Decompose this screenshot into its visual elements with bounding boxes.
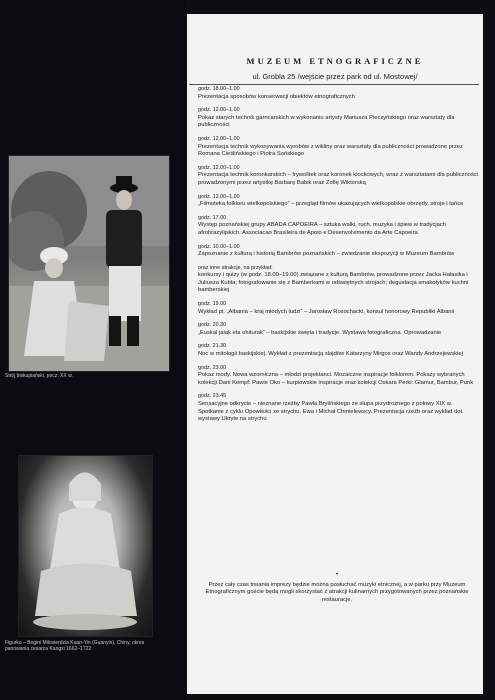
event-list [198,86,478,430]
program-sheet [187,14,483,694]
event-item [198,393,478,423]
closing-note [203,572,471,604]
event-time: godz. 23.45 [198,393,227,400]
event-description: Prezentacja technik wykonywania wyrobów z wikliny oraz warsztaty dla publiczności prowadzone przez Romana Cieślińskiego i Piotra Sońskiego [198,143,463,158]
folk-costume-illustration [9,156,169,371]
event-time: godz. 21.30 [198,343,227,350]
event-item [198,365,478,388]
event-time: godz. 19.00 [198,301,227,308]
event-description: „Filmoteka folkloru wielkopolskiego” – przegląd filmów ukazujących wielkopolskie obrzędy, stroje i tańce [198,201,464,208]
event-description: Zapoznanie z kulturą i historią Bambrów poznańskich – zwiedzanie ekspozycji w Muzeum Bambrów [198,251,455,258]
event-description: Prezentacja technik koronkarskich – frywolitek oraz koronek klockowych, wraz z warsztatami dla publiczności prowadzonymi przez artystkę Barbarę Babik oraz Zofię Wiktorską [198,172,478,186]
event-description: Pokaz starych technik garncarskich w wykonaniu artysty Mariusza Pieczyńskiego oraz warsztaty dla publiczności [198,114,455,129]
event-item [198,265,478,295]
photo1-caption: Strój biskupiański, pocz. XX w. [5,373,73,379]
divider [189,84,479,85]
event-description: Występ poznańskiej grupy ABADA CAPOEIRA – sztuka walki, ruch, muzyka i śpiew w tradycjach afrobrazylijskich. Associacao Brasileira de Apoio e Desenvolvimento da Arte Capoeira [198,222,447,236]
event-description: konkursy i quizy (w godz. 18.00–19.00) związane z kulturą Bambrów, prowadzone przez Jacka Hałasika i Juliusza Kubla; fotografowanie się z Bamberkami w odświętnych strojach; degustacja smakołyków kuchni bamberskiej [198,272,469,294]
event-time: godz. 12.00–1.00 [198,164,240,171]
event-item [198,343,478,358]
event-item [198,322,478,337]
event-time: godz. 12.00–1.00 [198,135,240,142]
bullet-marker: • [335,572,339,578]
photo2-caption: Figurka – Bogini Miłosierdzia Kuan-Yin (Guanyin), Chiny, okres panowania cesarza Kangxi 1662–1722 [5,640,145,652]
event-time: godz. 18.00–1.00 [198,86,240,92]
event-time: godz. 12.00–1.00 [198,107,240,114]
closing-text: Przez cały czas trwania imprezy będzie można posłuchać muzyki etnicznej, a w parku przy Muzeum Etnograficznym goście będą mogli skorzystać z atrakcji kulinarnych przygotowanych przez poznańskie restauracje. [205,581,469,603]
museum-title: MUZEUM ETNOGRAFICZNE [246,56,424,66]
event-description: Pokaz mody. Nowa wzorniczna – młodzi projektanci. Mozaiczne inspiracje folklorem. Pokazy wybranych kolekcji Darii Kempf: Pawie Oko – kurpiowskie inspiracje oraz kolekcji Oskara Perki: Glamur, Bambur, Punk [198,372,474,386]
event-item [198,165,478,188]
event-item [198,301,478,316]
museum-address: ul. Grobla 25 /wejście przez park od ul. Mostowej/ [252,72,418,81]
event-time: godz. 20.30 [198,322,227,329]
event-description: Prezentacja sposobów konserwacji obiektów etnograficznych [198,93,355,100]
event-time: godz. 17.00 [198,214,227,221]
event-item [198,86,478,101]
figurine-illustration [19,456,152,636]
event-description: Sensacyjne odkrycie – nieznane rzeźby Pawła Brylińskiego ze słupa przydrożnego z połowy XIX w. Spotkanie z cyklu Opowieści ze strychu. Ewa i Michał Chmielewscy. Prezentacja rzeźb oraz wykład dot. wystawy Ukryte na strychu [198,401,464,423]
event-item [198,136,478,159]
event-item [198,244,478,259]
event-description: „Euskal jaiak eta ohiturak” – baskijskie święta i tradycje. Wystawa fotograficzna. Oprowadzanie [198,329,442,336]
event-time: godz. 12.00–1.00 [198,193,240,200]
event-item [198,107,478,130]
guanyin-figurine-photo [18,455,153,637]
event-time: oraz inne atrakcje, na przykład: [198,264,273,271]
event-time: godz. 10.00–1.00 [198,243,240,250]
event-time: godz. 23.00 [198,364,227,371]
event-description: Wykład pt. „Albania – kraj młodych ludzi” – Jarosław Rosochacki, konsul honorowy Republiki Albanii [198,308,455,315]
event-item [198,194,478,209]
event-description: Noc w mitologii baskijskiej. Wykład z prezentacją slajdów Katarzyny Mirgos oraz Wandy Andrzejewskiej [198,351,463,358]
folk-costume-photo [8,155,170,372]
event-item [198,215,478,238]
